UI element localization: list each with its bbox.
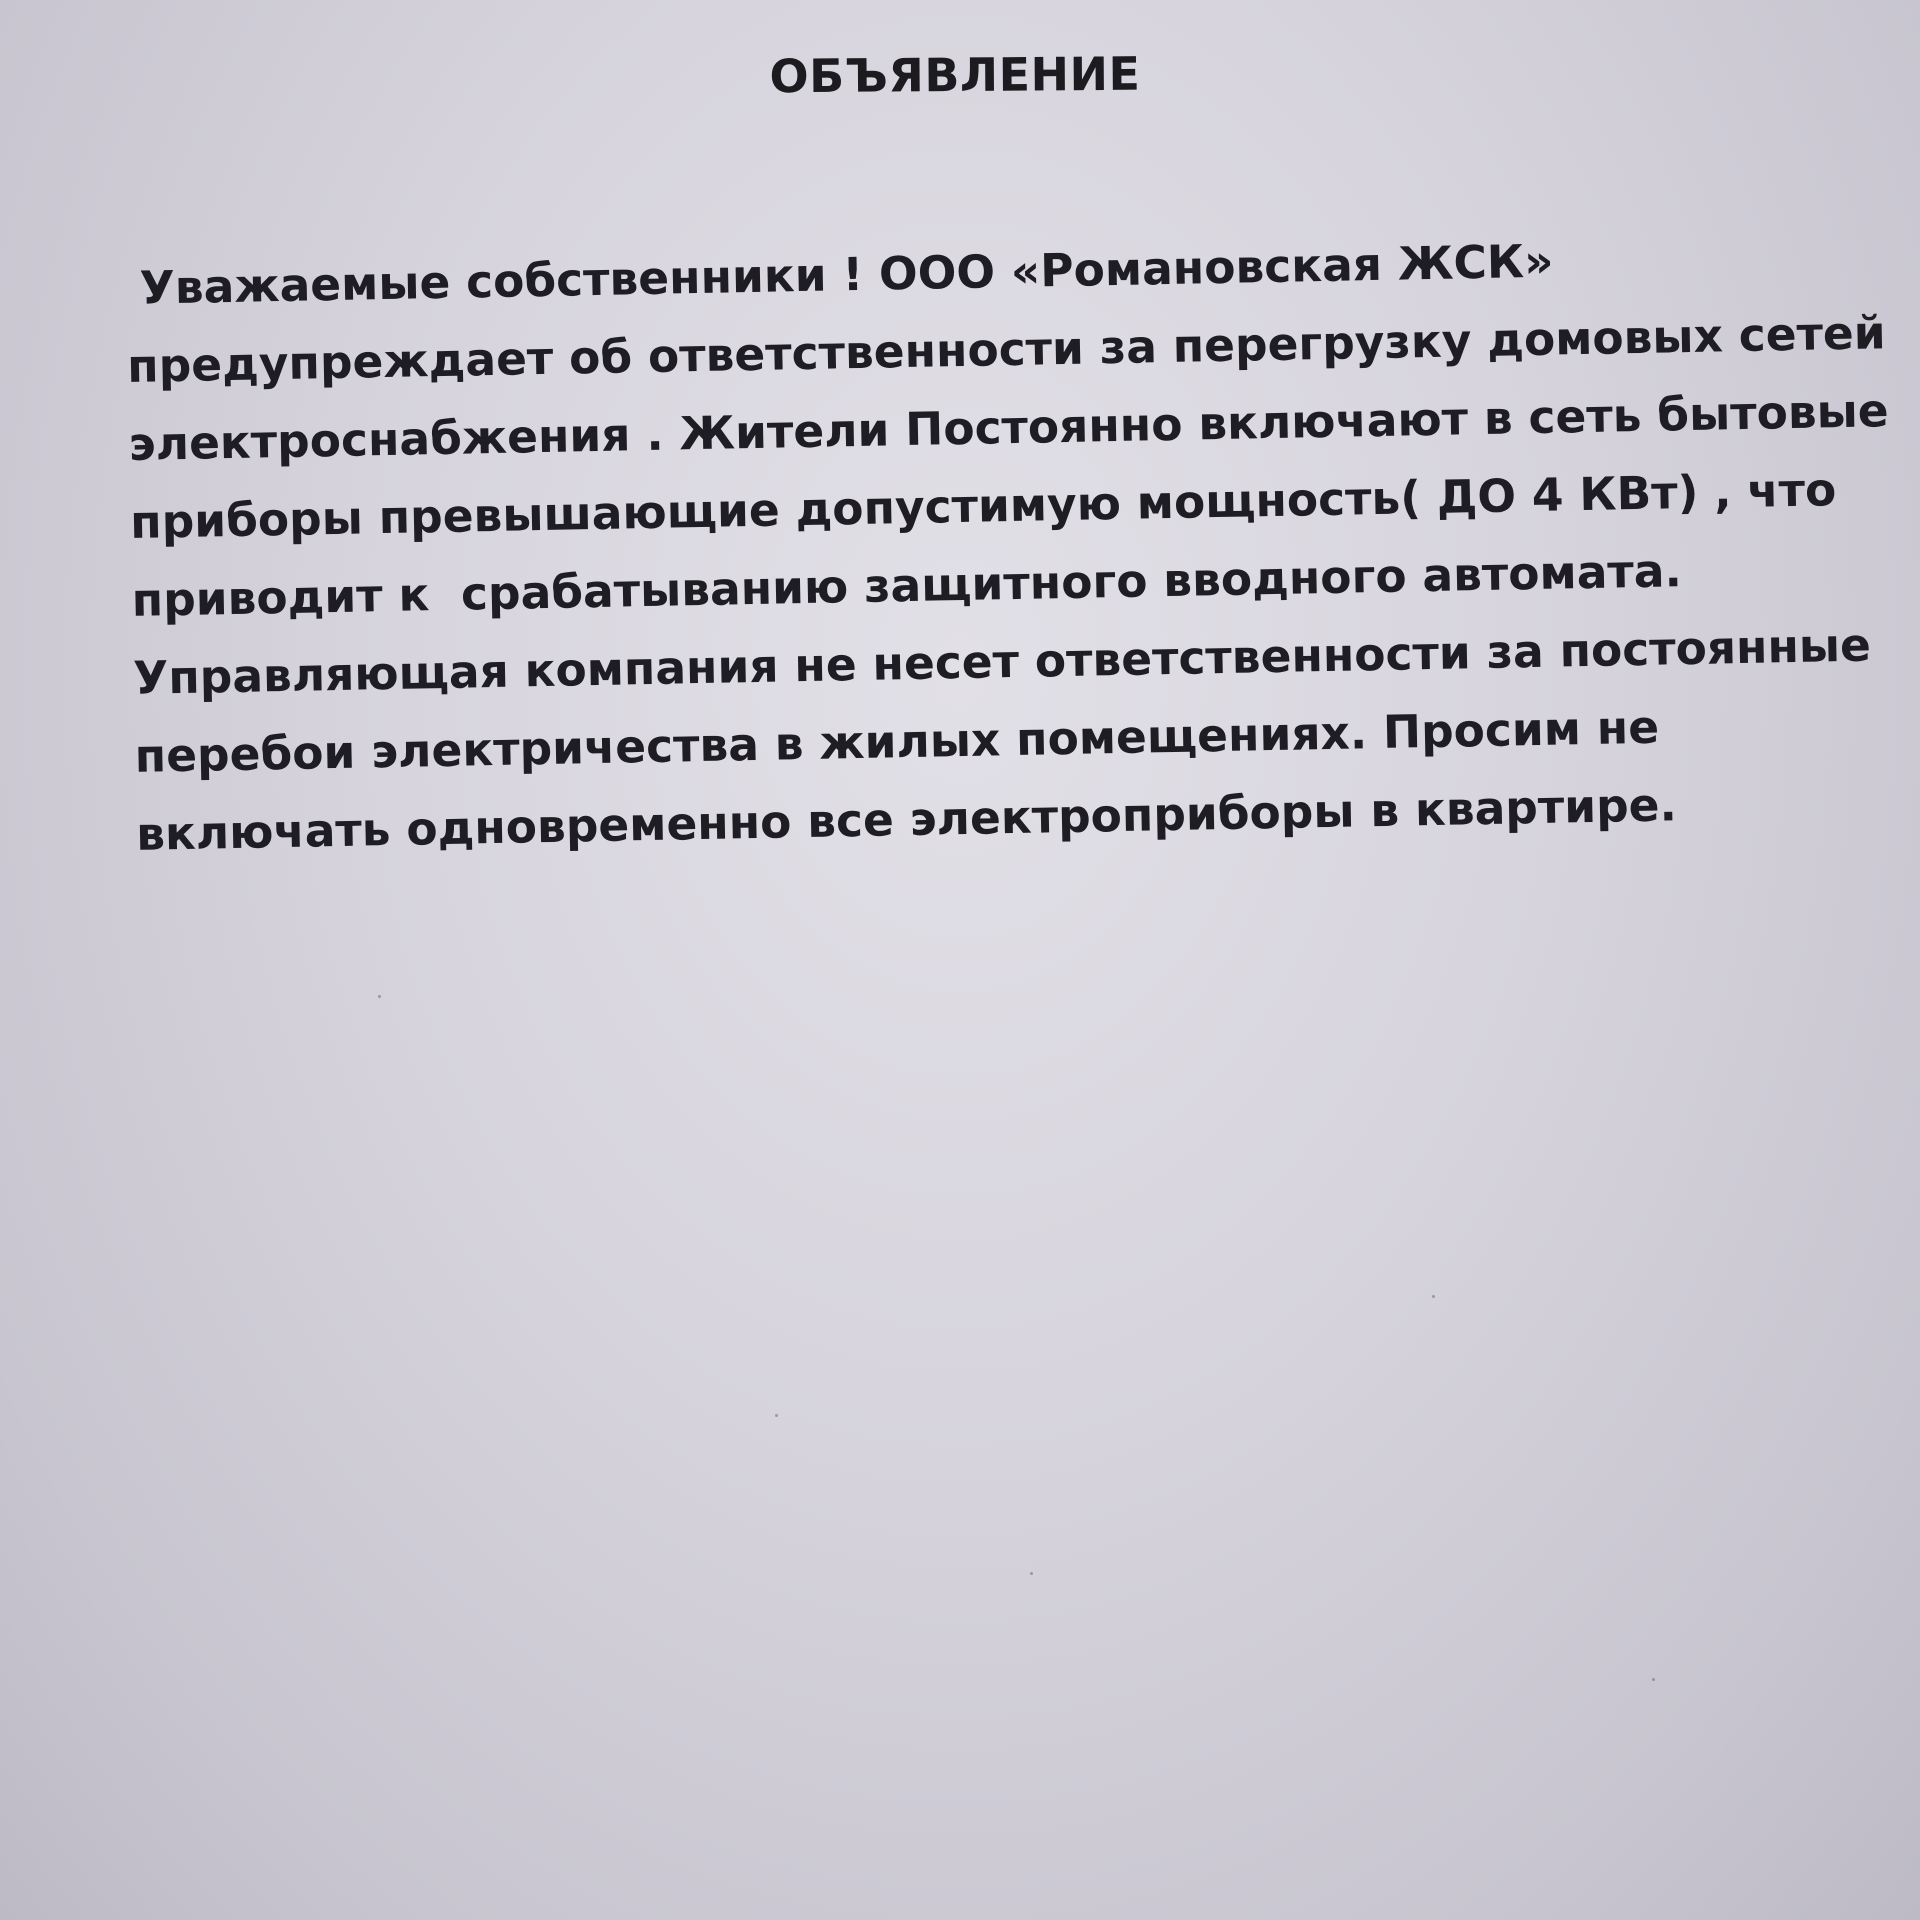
paper-speck bbox=[1030, 1572, 1033, 1575]
notice-line: Управляющая компания не несет ответственности за постоянные bbox=[132, 618, 1872, 705]
notice-line: предупреждает об ответственности за перегрузку домовых сетей bbox=[126, 306, 1887, 393]
notice-body bbox=[125, 217, 1890, 874]
paper-speck bbox=[1652, 1678, 1655, 1681]
paper-speck bbox=[378, 995, 381, 998]
notice-title: ОБЪЯВЛЕНИЕ bbox=[769, 46, 1141, 104]
notice-line: Уважаемые собственники ! ООО «Романовская ЖСК» bbox=[139, 234, 1554, 315]
notice-line: приводит к срабатыванию защитного вводного автомата. bbox=[131, 544, 1683, 627]
paper-speck bbox=[775, 1414, 778, 1417]
notice-line: электроснабжения . Жители Постоянно включают в сеть бытовые bbox=[128, 384, 1890, 471]
notice-line: перебои электричества в жилых помещениях. Просим не bbox=[134, 700, 1660, 783]
notice-line: приборы превышающие допустимую мощность( ДО 4 КВт) , что bbox=[129, 463, 1837, 549]
paper-speck bbox=[1432, 1295, 1435, 1298]
notice-line: включать одновременно все электроприборы в квартире. bbox=[135, 778, 1678, 861]
